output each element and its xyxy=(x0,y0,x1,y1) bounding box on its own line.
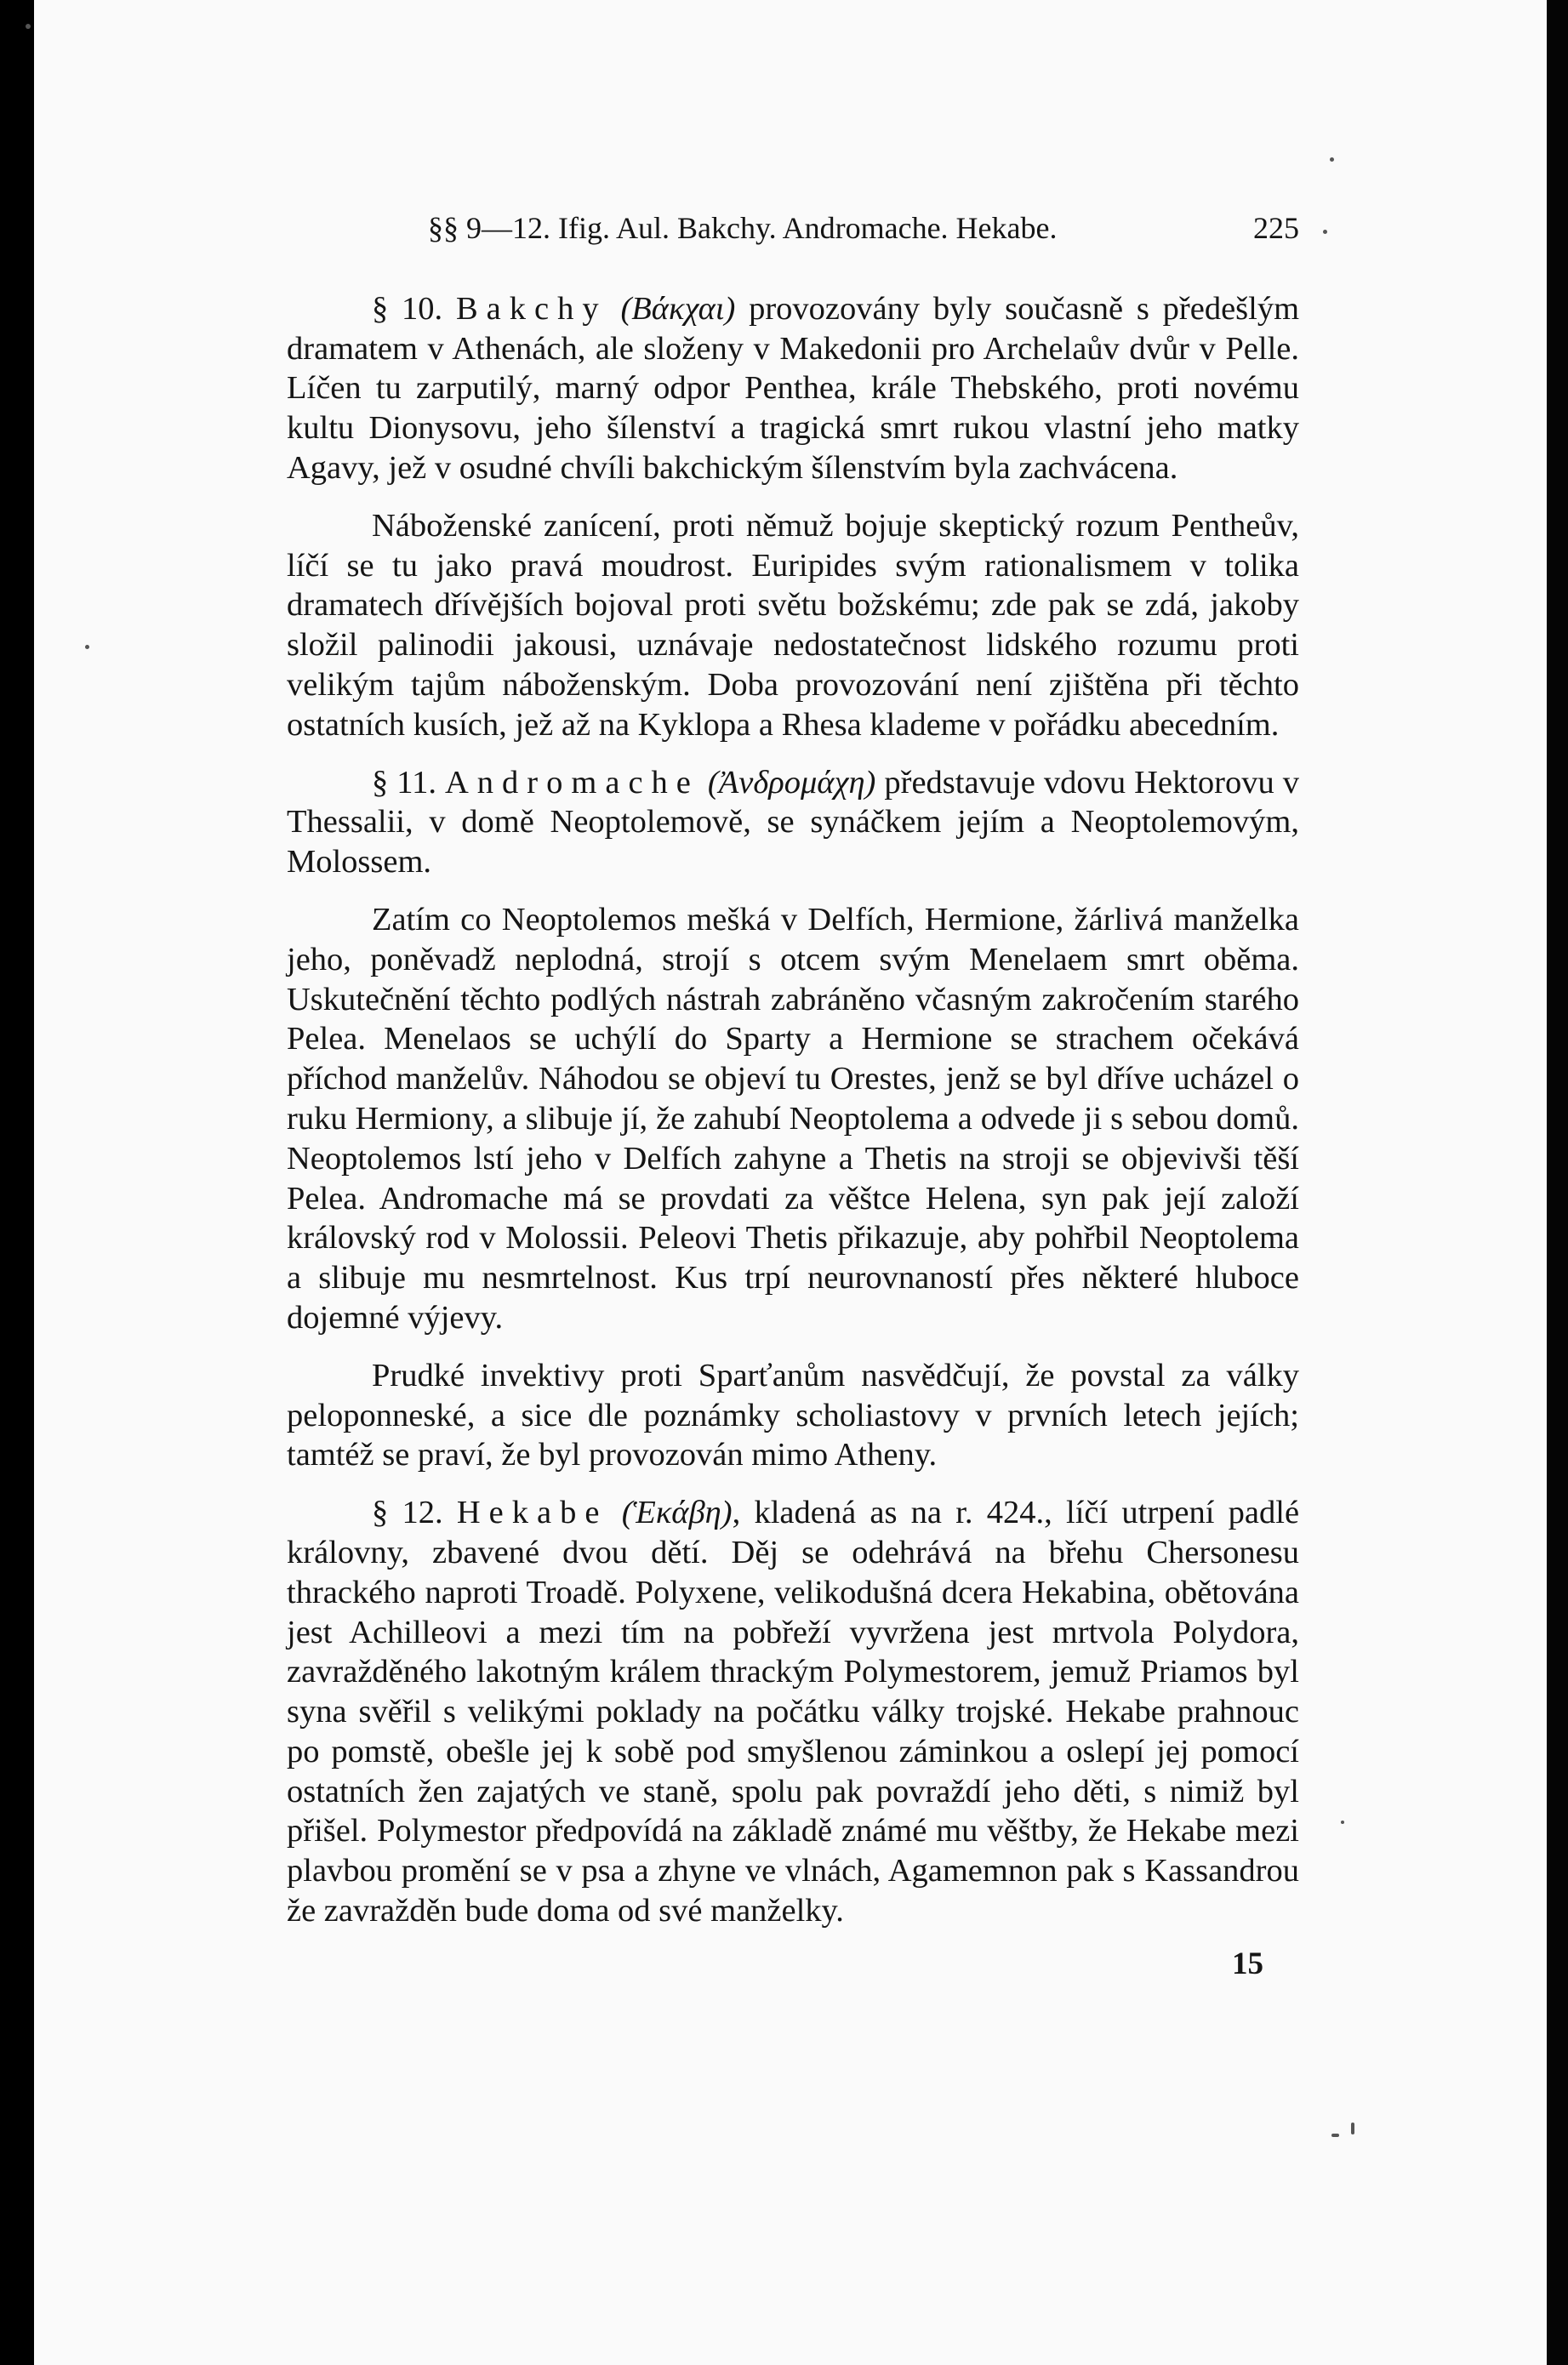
section-10-number: § 10. xyxy=(372,290,443,327)
section-12-greek: (Ἑκάβη) xyxy=(621,1495,733,1531)
section-11-paragraph-3: Prudké invektivy proti Sparťanům nasvědčují, že povstal za války peloponneské, a sice dle poznámky scholiastovy v prvních letech jejích; tamtéž se praví, že byl provozován mimo Atheny. xyxy=(287,1357,1299,1473)
section-12-paragraph xyxy=(287,1493,1299,1931)
section-11-paragraph-2: Zatím co Neoptolemos mešká v Delfích, Hermione, žárlivá manželka jeho, poněvadž neplodná, strojí s otcem svým Menelaem smrt oběma. Uskutečnění těchto podlých nástrah zabráněno včasným zakročením starého Pelea. Menelaos se uchýlí do Sparty a Hermione se strachem očekává příchod manželův. Náhodou se objeví tu Orestes, jenž se byl dříve ucházel o ruku Hermiony, a slibuje jí, že zahubí Neoptolema a odvede ji s sebou domů. Neoptolemos lstí jeho v Delfích zahyne a Thetis na stroji se objevivši těší Pelea. Andromache má se provdati za věštce Helena, syn pak její založí královský rod v Molossii. Peleovi Thetis přikazuje, aby pohřbil Neoptolema a slibuje mu nesmrtelnost. Kus trpí neurovnaností přes některé hluboce dojemné výjevy. xyxy=(287,901,1299,1336)
section-11-paragraph xyxy=(287,763,1299,882)
speck-5 xyxy=(85,645,89,649)
section-10-title: Bakchy xyxy=(455,290,607,327)
section-11-number: § 11. xyxy=(372,764,436,801)
section-11-title: Andromache xyxy=(444,764,699,801)
book-page xyxy=(34,0,1547,2365)
speck-1 xyxy=(26,24,31,29)
speck-4 xyxy=(1341,1821,1344,1824)
section-10-greek: (Βάκχαι) xyxy=(620,290,736,327)
section-12-text: , kladená as na r. 424., líčí utrpení padlé královny, zbavené dvou dětí. Děj se odehrává na břehu Chersonesu thrackého naproti Troadě. Polyxene, velikodušná dcera Hekabina, obětována jest Achilleovi a mezi tím na pobřeží vyvržena jest mrtvola Polydora, zavražděného lakotným králem thrackým Polymestorem, jemuž Priamos byl syna svěřil s velikými poklady na počátku války trojské. Hekabe prahnouc po pomstě, obešle jej k sobě pod smyšlenou záminkou a oslepí jej pomocí ostatních žen zajatých ve staně, spolu pak povraždí jeho děti, s nimiž byl přišel. Polymestor předpovídá na základě známé mu věštby, že Hekabe mezi plavbou promění se v psa a zhyne ve vlnách, Agamemnon pak s Kassandrou že zavražděn bude doma od své manželky. xyxy=(287,1495,1300,1929)
section-11-text: představuje vdovu Hektorovu v Thessalii, v domě Neoptolemově, se synáčkem jejím a Neoptolemovým, Molossem. xyxy=(287,764,1300,880)
speck-2 xyxy=(1330,157,1334,162)
page-number: 225 xyxy=(1253,211,1299,245)
running-head-title: §§ 9—12. Ifig. Aul. Bakchy. Andromache. Hekabe. xyxy=(428,211,1058,245)
section-10-paragraph xyxy=(287,289,1299,488)
section-12-title: Hekabe xyxy=(456,1495,608,1531)
scan-edge xyxy=(1547,0,1568,2365)
section-10-paragraph-2: Náboženské zanícení, proti němuž bojuje skeptický rozum Pentheův, líčí se tu jako pravá moudrost. Euripides svým rationalismem v tolika dramatech dřívějších bojoval proti světu božskému; zde pak se zdá, jakoby složil palinodii jakousi, uznávaje nedostatečnost lidského rozumu proti velikým tajům náboženským. Doba provozování není zjištěna při těchto ostatních kusích, jež až na Kyklopa a Rhesa klademe v pořádku abecedním. xyxy=(287,507,1299,743)
speck-7 xyxy=(1351,2123,1354,2134)
text-block xyxy=(287,208,1299,1985)
running-head xyxy=(287,208,1299,248)
speck-6 xyxy=(1331,2134,1339,2137)
speck-3 xyxy=(1323,230,1327,234)
signature-mark: 15 xyxy=(1232,1946,1263,1981)
section-11-greek: (Ἀνδρομάχη) xyxy=(707,764,876,801)
section-10-text: provozovány byly současně s předešlým dramatem v Athenách, ale složeny v Makedonii pro Archelaův dvůr v Pelle. Líčen tu zarputilý, marný odpor Penthea, krále Thebského, proti novému kultu Dionysovu, jeho šílenství a tragická smrt rukou vlastní jeho matky Agavy, jež v osudné chvíli bakchickým šílenstvím byla zachvácena. xyxy=(287,290,1300,486)
section-12-number: § 12. xyxy=(372,1495,443,1531)
